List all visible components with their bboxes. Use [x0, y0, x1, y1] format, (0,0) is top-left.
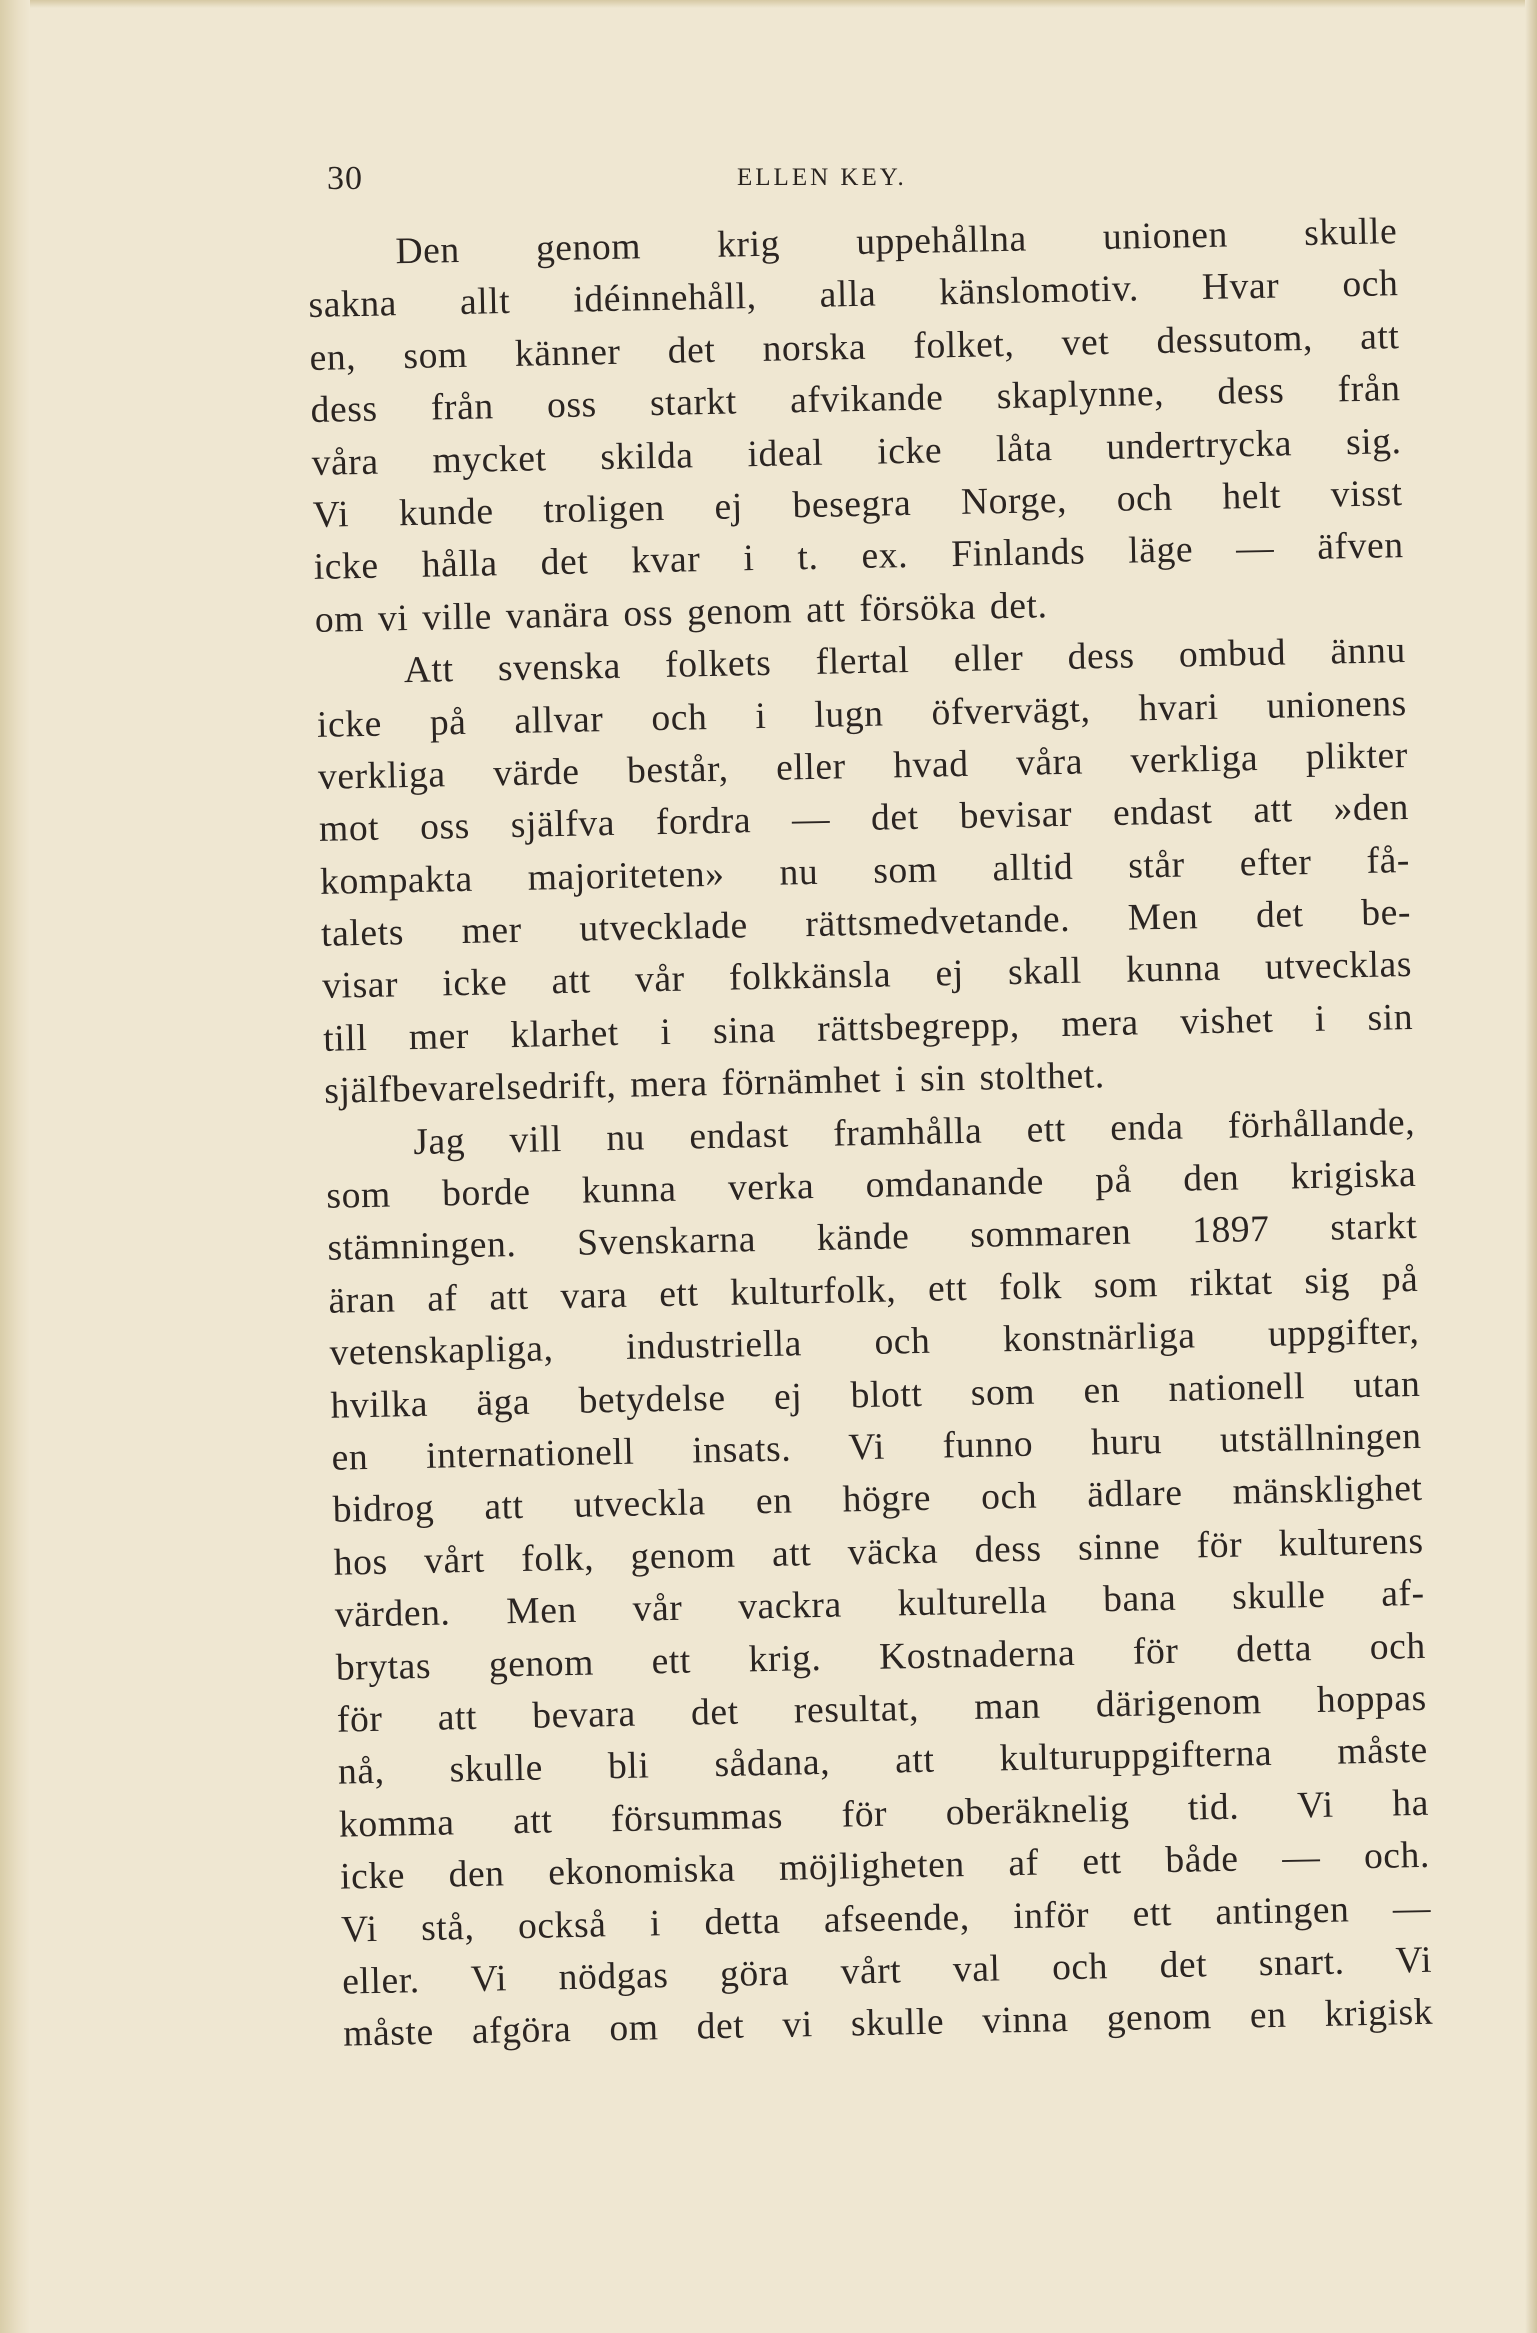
text-line: talets mer utvecklade rättsmedvetande. Men det be- [320, 892, 1412, 955]
text-line: icke på allvar och i lugn öfvervägt, hvari unionens [316, 682, 1408, 746]
text-line: dess från oss starkt afvikande skaplynne, dess från [310, 368, 1401, 432]
text-line: kompakta majoriteten» nu som alltid står efter få- [319, 839, 1411, 903]
text-line: värden. Men vår vackra kulturella bana skulle af- [334, 1573, 1426, 1636]
text-line: icke hålla det kvar i t. ex. Finlands läge — äfven [313, 525, 1405, 589]
text-line: om vi ville vanära oss genom att försöka det. [314, 584, 1048, 641]
text-line: stämningen. Svenskarna kände sommaren 1897 starkt [327, 1206, 1418, 1270]
text-line: brytas genom ett krig. Kostnaderna för detta och [335, 1625, 1427, 1689]
text-line: nå, skulle bli sådana, att kulturuppgifterna måste [337, 1730, 1429, 1794]
page-right-edge [1525, 0, 1537, 2333]
text-line: Vi kunde troligen ej besegra Norge, och helt visst [312, 473, 1403, 536]
running-head: ELLEN KEY. [737, 164, 907, 191]
body-text [307, 206, 1434, 2061]
text-line: till mer klarhet i sina rättsbegrepp, mera vishet i sin [322, 996, 1414, 1060]
page-header [327, 160, 1387, 200]
text-line: Jag vill nu endast framhålla ett enda förhållande, [412, 1101, 1416, 1163]
text-line: själfbevarelsedrift, mera förnämhet i sin stolthet. [323, 1055, 1106, 1113]
text-line: hos vårt folk, genom att väcka dess sinne för kulturens [333, 1520, 1424, 1584]
text-line: verkliga värde består, eller hvad våra verkliga plikter [317, 734, 1409, 798]
text-line: komma att försummas för oberäknelig tid. Vi ha [338, 1782, 1430, 1846]
text-line: Den genom krig uppehållna unionen skulle [395, 211, 1398, 273]
text-line: eller. Vi nödgas göra vårt val och det snart. Vi [341, 1939, 1433, 2003]
page-number: 30 [327, 160, 363, 197]
text-line: en, som känner det norska folket, vet dessutom, att [309, 315, 1400, 379]
text-line: våra mycket skilda ideal icke låta undertrycka sig. [311, 420, 1402, 484]
text-line: måste afgöra om det vi skulle vinna genom en krigisk [342, 1992, 1434, 2055]
text-line: äran af att vara ett kulturfolk, ett folk som riktat sig på [328, 1258, 1419, 1322]
text-line: Vi stå, också i detta afseende, inför ett antingen — [340, 1887, 1432, 1951]
text-line: sakna allt idéinnehåll, alla känslomotiv. Hvar och [308, 263, 1399, 327]
text-line: Att svenska folkets flertal eller dess ombud ännu [403, 630, 1407, 692]
text-line: som borde kunna verka omdanande på den krigiska [326, 1153, 1417, 1217]
text-line: en internationell insats. Vi funno huru utställningen [331, 1415, 1422, 1479]
text-line: hvilka äga betydelse ej blott som en nationell utan [330, 1363, 1421, 1427]
page-left-edge [0, 0, 30, 2333]
text-line: mot oss själfva fordra — det bevisar endast att »den [318, 787, 1410, 851]
text-line: bidrog att utveckla en högre och ädlare mänsklighet [332, 1468, 1423, 1532]
text-line: för att bevara det resultat, man därigenom hoppas [336, 1677, 1428, 1741]
page-top-edge [0, 0, 1537, 8]
text-line: visar icke att vår folkkänsla ej skall kunna utvecklas [321, 944, 1413, 1008]
text-line: icke den ekonomiska möjligheten af ett både — och. [339, 1834, 1431, 1898]
text-line: vetenskapliga, industriella och konstnärliga uppgifter, [329, 1311, 1420, 1374]
